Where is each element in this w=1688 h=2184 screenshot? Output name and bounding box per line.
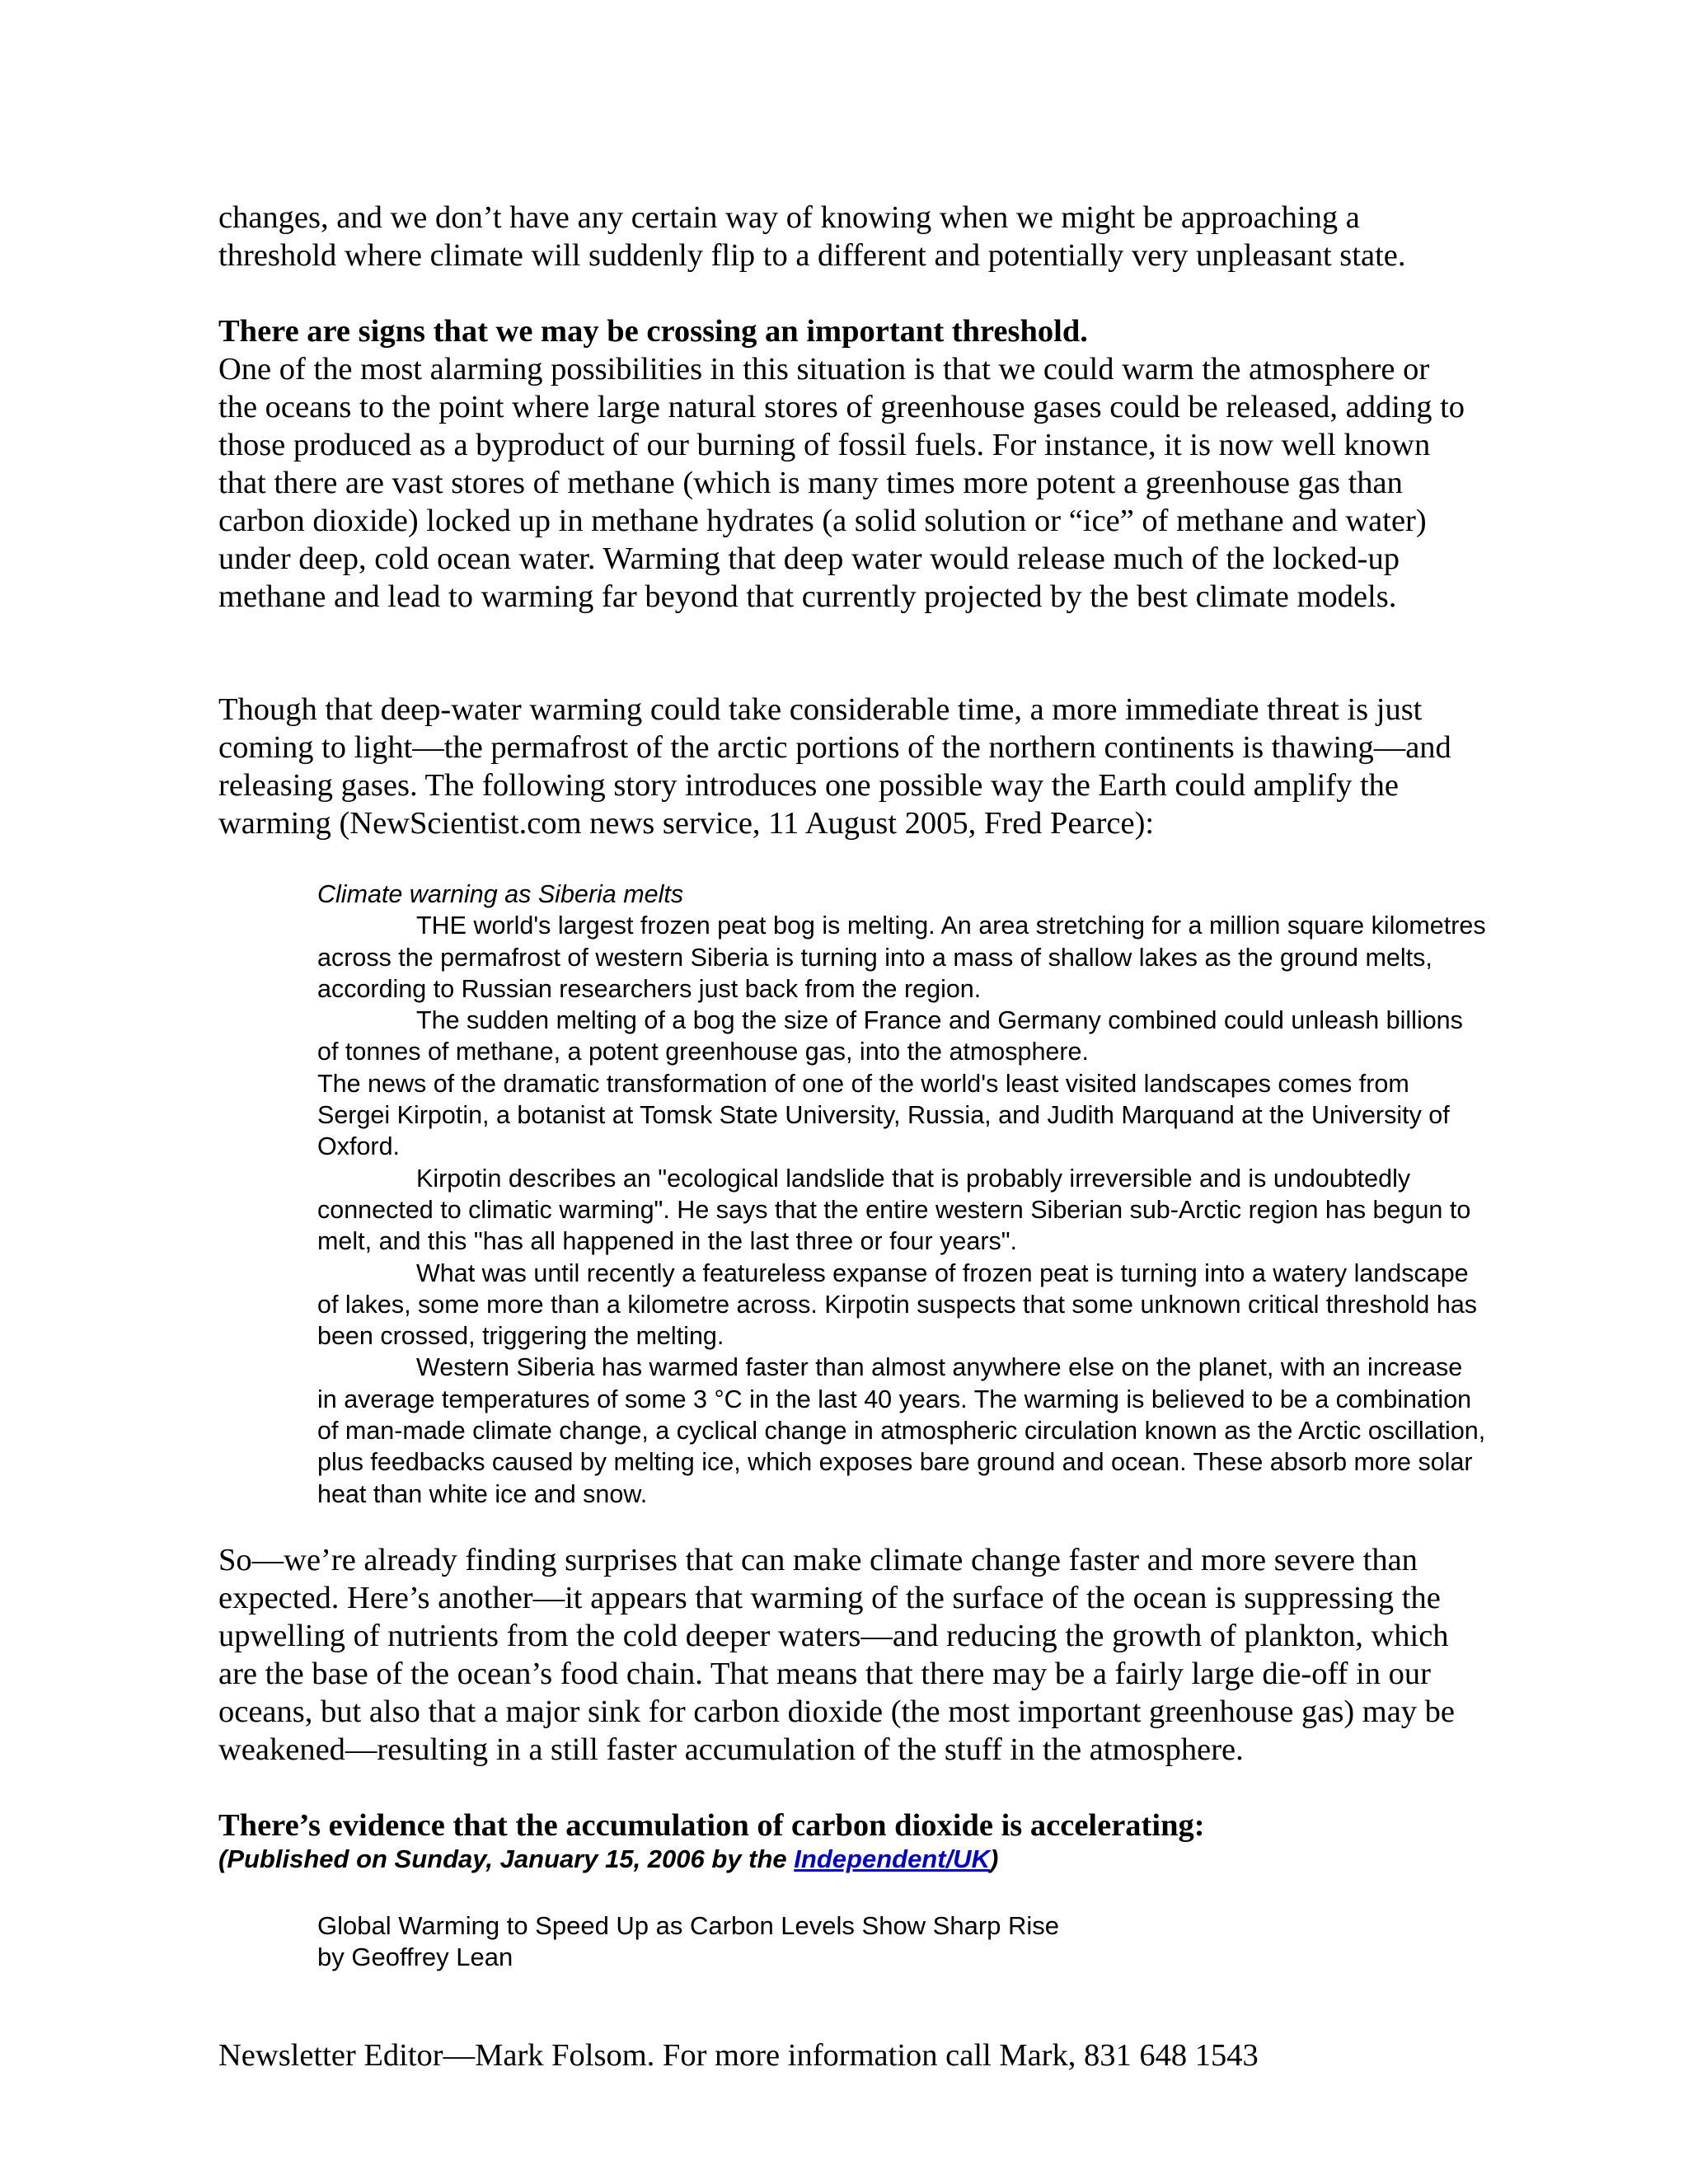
publication-source-line — [218, 1844, 1455, 1875]
newsletter-footer: Newsletter Editor—Mark Folsom. For more information call Mark, 831 648 1543 — [218, 2038, 1259, 2073]
methane-hydrates-paragraph: One of the most alarming possibilities in this situation is that we could warm the atmosphere or the oceans to the point where large natural stores of greenhouse gases could be released, adding to those produced as a byproduct of our burning of fossil fuels. For instance, it is now well known that there are vast stores of methane (which is many times more potent a greenhouse gas than carbon dioxide) locked up in methane hydrates (a solid solution or “ice” of methane and water) under deep, cold ocean water. Warming that deep water would release much of the locked-up methane and lead to warming far beyond that currently projected by the best climate models. — [218, 352, 1465, 614]
quote-paragraph: What was until recently a featureless expanse of frozen peat is turning into a watery landscape of lakes, some more than a kilometre across. Kirpotin suspects that some unknown critical threshold has been crossed, triggering the melting. — [317, 1258, 1478, 1351]
article-title: Global Warming to Speed Up as Carbon Levels Show Sharp Rise — [317, 1911, 1060, 1940]
intro-paragraph: changes, and we don’t have any certain way of knowing when we might be approaching a threshold where climate will suddenly flip to a different and potentially very unpleasant state. — [218, 200, 1406, 273]
newscientist-quote-block — [317, 879, 1488, 1510]
section-heading-carbon-accumulation: There’s evidence that the accumulation of carbon dioxide is accelerating: — [218, 1808, 1205, 1843]
source-prefix: (Published on Sunday, January 15, 2006 by the — [218, 1844, 795, 1873]
quote-paragraph: THE world's largest frozen peat bog is melting. An area stretching for a million square kilometres across the permafrost of western Siberia is turning into a mass of shallow lakes as the ground melts, according to Russian researchers just back from the region. — [317, 912, 1486, 1003]
article-header — [317, 1910, 1471, 1973]
article-byline: by Geoffrey Lean — [317, 1943, 513, 1971]
independent-uk-link[interactable]: Independent/UK — [794, 1844, 990, 1873]
quote-paragraph: Kirpotin describes an "ecological landslide that is probably irreversible and is undoubtedly connected to climatic warming". He says that the entire western Siberian sub-Arctic region has begun to melt, and this "has all happened in the last three or four years". — [317, 1164, 1471, 1256]
quote-paragraph: Western Siberia has warmed faster than almost anywhere else on the planet, with an increase in average temperatures of some 3 °C in the last 40 years. The warming is believed to be a combination of man-made climate change, a cyclical change in atmospheric circulation known as the Arctic oscillation, plus feedbacks caused by melting ice, which exposes bare ground and ocean. These absorb more solar heat than white ice and snow. — [317, 1353, 1486, 1508]
source-suffix: ) — [989, 1844, 999, 1873]
ocean-upwelling-paragraph: So—we’re already finding surprises that can make climate change faster and more severe than expected. Here’s another—it appears that warming of the surface of the ocean is suppressing the upwelling of nutrients from the cold deeper waters—and reducing the growth of plankton, which are the base of the ocean’s food chain. That means that there may be a fairly large die-off in our oceans, but also that a major sink for carbon dioxide (the most important greenhouse gas) may be weakened—resulting in a still faster accumulation of the stuff in the atmosphere. — [218, 1543, 1456, 1767]
permafrost-paragraph: Though that deep-water warming could take considerable time, a more immediate threat is just coming to light—the permafrost of the arctic portions of the northern continents is thawing—and releasing gases. The following story introduces one possible way the Earth could amplify the warming (NewScientist.com news service, 11 August 2005, Fred Pearce): — [218, 692, 1451, 841]
quote-paragraph: The news of the dramatic transformation of one of the world's least visited landscapes comes from Sergei Kirpotin, a botanist at Tomsk State University, Russia, and Judith Marquand at the University of Oxford. — [317, 1069, 1450, 1161]
quote-title: Climate warning as Siberia melts — [317, 880, 684, 908]
section-heading-threshold: There are signs that we may be crossing an important threshold. — [218, 314, 1088, 349]
quote-paragraph: The sudden melting of a bog the size of France and Germany combined could unleash billions of tonnes of methane, a potent greenhouse gas, into the atmosphere. — [317, 1006, 1463, 1066]
